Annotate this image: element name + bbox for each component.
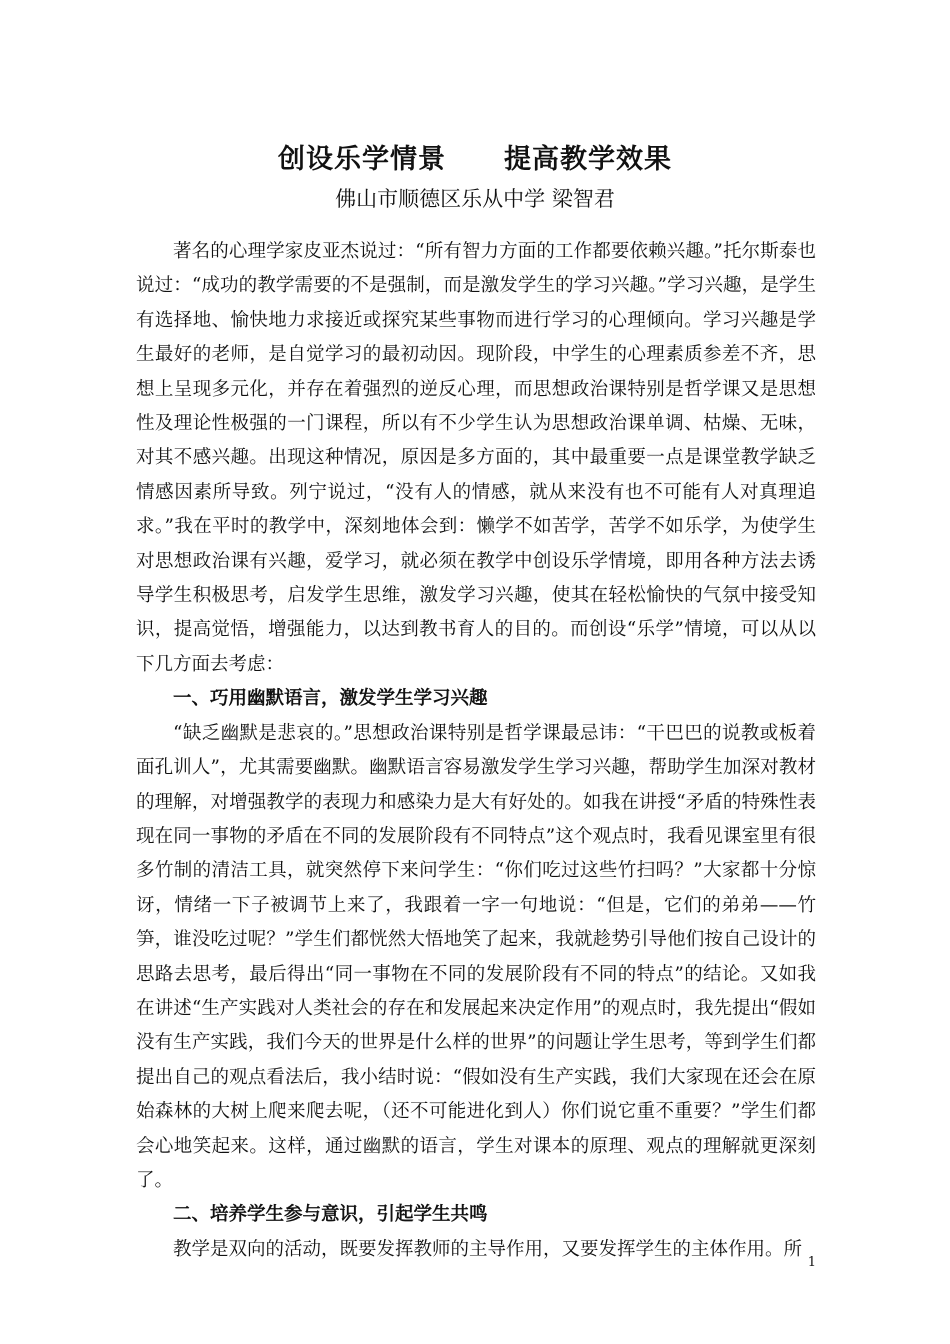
paragraph-intro: 著名的心理学家皮亚杰说过：“所有智力方面的工作都要依赖兴趣。”托尔斯泰也说过：“成功的教学需要的不是强制，而是激发学生的学习兴趣。”学习兴趣，是学生有选择地、愉快地力求接近或探究某些事物而进行学习的心理倾向。学习兴趣是学生最好的老师，是自觉学习的最初动因。现阶段，中学生的心理素质参差不齐，思想上呈现多元化，并存在着强烈的逆反心理，而思想政治课特别是哲学课又是思想性及理论性极强的一门课程，所以有不少学生认为思想政治课单调、枯燥、无味，对其不感兴趣。出现这种情况，原因是多方面的，其中最重要一点是课堂教学缺乏情感因素所导致。列宁说过，“没有人的情感，就从来没有也不可能有人对真理追求。”我在平时的教学中，深刻地体会到：懒学不如苦学，苦学不如乐学，为使学生对思想政治课有兴趣，爱学习，就必须在教学中创设乐学情境，即用各种方法去诱导学生积极思考，启发学生思维，激发学习兴趣，使其在轻松愉快的气氛中接受知识，提高觉悟，增强能力，以达到教书育人的目的。而创设“乐学”情境，可以从以下几方面去考虑： xyxy=(136,241,816,675)
paragraph-humor: “缺乏幽默是悲哀的。”思想政治课特别是哲学课最忌讳：“干巴巴的说教或板着面孔训人”，尤其需要幽默。幽默语言容易激发学生学习兴趣，帮助学生加深对教材的理解，对增强教学的表现力和感染力是大有好处的。如我在讲授“矛盾的特殊性表现在同一事物的矛盾在不同的发展阶段有不同特点”这个观点时，我看见课室里有很多竹制的清洁工具，就突然停下来问学生：“你们吃过这些竹扫吗？”大家都十分惊讶，情绪一下子被调节上来了，我跟着一字一句地说：“但是，它们的弟弟——竹笋，谁没吃过呢？”学生们都恍然大悟地笑了起来，我就趁势引导他们按自己设计的思路去思考，最后得出“同一事物在不同的发展阶段有不同的特点”的结论。又如我在讲述“生产实践对人类社会的存在和发展起来决定作用”的观点时，我先提出“假如没有生产实践，我们今天的世界是什么样的世界”的问题让学生思考，等到学生们都提出自己的观点看法后，我小结时说：“假如没有生产实践，我们大家现在还会在原始森林的大树上爬来爬去呢，（还不可能进化到人）你们说它重不重要？”学生们都会心地笑起来。这样，通过幽默的语言，学生对课本的原理、观点的理解就更深刻了。 xyxy=(136,722,816,1191)
section-heading-2: 二、培养学生参与意识，引起学生共鸣 xyxy=(173,1204,488,1226)
document-body xyxy=(136,235,816,1267)
title-part-1: 创设乐学情景 xyxy=(278,144,446,175)
title-part-2: 提高教学效果 xyxy=(504,144,672,175)
paragraph-participation: 教学是双向的活动，既要发挥教师的主导作用，又要发挥学生的主体作用。所 xyxy=(173,1238,803,1260)
author-line: 佛山市顺德区乐从中学 梁智君 xyxy=(335,187,615,211)
page-number: 1 xyxy=(807,1255,816,1270)
document-title xyxy=(0,140,950,180)
section-heading-1: 一、巧用幽默语言，激发学生学习兴趣 xyxy=(173,688,488,710)
